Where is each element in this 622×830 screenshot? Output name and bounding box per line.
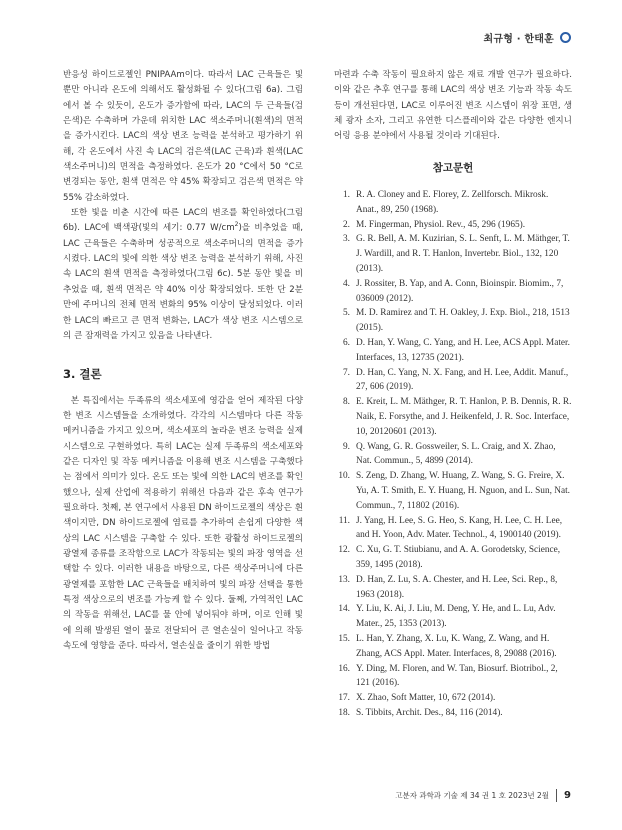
paragraph: 반응성 하이드로젤인 PNIPAAm이다. 따라서 LAC 근육들은 빛 뿐만 아니라 온도에 의해서도 활성화될 수 있다(그림 6a). 그림에서 볼 수 있듯이, 온도가 증가함에 따라, LAC의 두 근육들(검은색)은 수축하며 가운데 위치한 LAC 색소주머니(흰색)의 면적을 증가시킨다. LAC의 색상 변조 능력을 분석하고 평가하기 위해, 각 온도에서 사진 속 LAC의 검은색(LAC 근육)과 흰색(LAC 색소주머니)의 면적을 측정하였다. 온도가 20 °C에서 50 °C로 변경되는 동안, 흰색 면적은 약 45% 확장되고 검은색 면적은 약 55% 감소하였다. [63,70,303,203]
journal-info: 고분자 과학과 기술 제 34 권 1 호 2023년 2월 [395,791,550,800]
reference-item [334,395,572,439]
reference-item [334,232,572,276]
reference-text: M. Fingerman, Physiol. Rev., 45, 296 (1965). [356,219,526,230]
section-heading: 3. 결론 [63,367,102,382]
reference-item [334,218,572,233]
reference-item [334,573,572,603]
author-names: 최규형 · 한태훈 [483,34,554,45]
reference-list [334,188,572,721]
left-column [63,68,303,654]
paragraph-text: 또한 빛을 비춘 시간에 따른 LAC의 변조를 확인하였다(그림 6b). LAC에 백색광(빛의 세기: 0.77 W/cm [63,208,303,234]
reference-item [334,306,572,336]
reference-number: 3. [343,234,350,245]
reference-text: G. R. Bell, A. M. Kuzirian, S. L. Senft, L. M. Mäthger, T. J. Wardill, and R. T. Hanlon, Invertebr. Biol., 132, 120 (2013). [356,234,570,275]
reference-text: D. Han, C. Yang, N. X. Fang, and H. Lee, Addit. Manuf., 27, 606 (2019). [356,367,569,393]
reference-number: 1. [343,190,350,201]
reference-number: 6. [343,338,350,349]
reference-text: J. Rossiter, B. Yap, and A. Conn, Bioinspir. Biomim., 7, 036009 (2012). [356,278,564,304]
reference-number: 12. [338,545,350,556]
page-number: 9 [564,790,571,801]
reference-item [334,336,572,366]
reference-item [334,632,572,662]
reference-number: 7. [343,367,350,378]
reference-text: S. Tibbits, Archit. Des., 84, 116 (2014). [356,707,503,718]
reference-number: 18. [338,707,350,718]
reference-number: 15. [338,633,350,644]
references-heading: 참고문헌 [432,161,474,174]
reference-text: M. D. Ramirez and T. H. Oakley, J. Exp. Biol., 218, 1513 (2015). [356,308,570,334]
reference-number: 16. [338,663,350,674]
reference-text: C. Xu, G. T. Stiubianu, and A. A. Gorodetsky, Science, 359, 1495 (2018). [356,545,561,570]
reference-item [334,469,572,513]
reference-number: 4. [343,278,350,289]
reference-number: 10. [338,471,350,482]
reference-text: R. A. Cloney and E. Florey, Z. Zellforsch. Mikrosk. Anat., 89, 250 (1968). [356,190,549,215]
reference-text: X. Zhao, Soft Matter, 10, 672 (2014). [356,693,496,704]
reference-item [334,514,572,544]
reference-text: Y. Ding, M. Floren, and W. Tan, Biosurf. Biotribol., 2, 121 (2016). [356,663,558,689]
reference-item [334,691,572,706]
paragraph-text: )을 비추었을 때, LAC 근육들은 수축하며 성공적으로 색소주머니의 면적을 증가시켰다. LAC의 빛에 의한 색상 변조 능력을 분석하기 위해, 사진 속 LAC의 흰색 면적을 측정하였다(그림 6c). 5분 동안 빛을 비추었을 때, 흰색 면적은 약 40% 이상 확장되었다. 또한 단 2분 만에 주머니의 전체 면적 변화의 95% 이상이 달성되었다. 이러한 LAC의 빠르고 큰 면적 변화는, LAC가 색상 변조 시스템으로의 큰 잠재력을 가지고 있음을 나타낸다. [63,223,303,341]
paragraph [63,206,303,344]
reference-number: 14. [338,604,350,615]
reference-item [334,366,572,396]
reference-text: Y. Liu, K. Ai, J. Liu, M. Deng, Y. He, and L. Lu, Adv. Mater., 25, 1353 (2013). [356,604,556,630]
reference-item [334,543,572,573]
right-column [334,68,572,721]
reference-item [334,662,572,692]
paragraph: 마련과 수축 작동이 필요하지 않은 재료 개발 연구가 필요하다. 이와 같은 추후 연구를 통해 LAC의 색상 변조 기능과 작동 속도 등이 개선된다면, LAC로 이루어진 변조 시스템이 위장 표면, 생체 광자 소자, 그리고 유연한 디스플레이와 같은 다양한 엔지니어링 응용 분야에서 사용될 것이라 기대된다. [334,70,572,142]
running-header [483,30,571,45]
reference-item [334,706,572,721]
superscript: 2 [234,221,239,229]
reference-number: 13. [338,574,350,585]
reference-text: Q. Wang, G. R. Gossweiler, S. L. Craig, and X. Zhao, Nat. Commun., 5, 4899 (2014). [356,441,556,467]
reference-text: L. Han, Y. Zhang, X. Lu, K. Wang, Z. Wang, and H. Zhang, ACS Appl. Mater. Interfaces, 8, 29088 (2016). [356,633,557,659]
reference-text: D. Han, Z. Lu, S. A. Chester, and H. Lee, Sci. Rep., 8, 1963 (2018). [356,574,558,600]
reference-text: J. Yang, H. Lee, S. G. Heo, S. Kang, H. Lee, C. H. Lee, and H. Yoon, Adv. Mater. Technol., 4, 1900140 (2019). [356,515,563,541]
reference-number: 5. [343,308,350,319]
reference-number: 9. [343,441,350,452]
reference-number: 17. [338,693,350,704]
reference-number: 11. [338,515,350,526]
reference-number: 2. [343,219,350,230]
paragraph: 본 특집에서는 두족류의 색소세포에 영감을 얻어 제작된 다양한 변조 시스템들을 소개하였다. 각각의 시스템마다 다른 작동 메커니즘을 가지고 있으며, 색소세포의 놀라운 변조 능력을 실제 시스템으로 구현하였다. 특히 LAC는 실제 두족류의 색소세포와 같은 디자인 및 작동 메커니즘을 이용해 변조 시스템을 구축했다는 점에서 의미가 있다. 온도 또는 빛에 의한 LAC의 변조를 확인했으나, 실제 산업에 적용하기 위해선 다음과 같은 후속 연구가 필요하다. 첫째, 본 연구에서 사용된 DN 하이드로젤의 색상은 흰색이지만, DN 하이드로젤에 염료를 추가하여 손쉽게 다양한 색상의 LAC 시스템을 구축할 수 있다. 또한 광활성 하이드로젤의 광열제 종류를 조작함으로 LAC가 작동되는 빛의 파장 영역을 선택할 수 있다. 이러한 내용을 바탕으로, 다른 색상주머니에 다른 광열제를 포함한 LAC 근육들을 배치하여 빛의 파장 선택을 통한 특정 색상으로의 변조를 가능케 할 수 있다. 둘째, 가역적인 LAC의 작동을 위해선, LAC를 물 안에 넣어둬야 하며, 이로 인해 빛에 의해 발생된 열이 물로 전달되어 큰 열손실이 일어나고 작동 속도에 영향을 준다. 따라서, 열손실을 줄이기 위한 방법 [63,395,303,652]
reference-item [334,277,572,307]
reference-item [334,440,572,470]
reference-item [334,602,572,632]
reference-item [334,188,572,218]
reference-text: S. Zeng, D. Zhang, W. Huang, Z. Wang, S. G. Freire, X. Yu, A. T. Smith, E. Y. Huang, H. Nguon, and L. Sun, Nat. Commun., 7, 11802 (2016). [356,471,570,511]
circle-icon [560,32,571,43]
reference-text: E. Kreit, L. M. Mäthger, R. T. Hanlon, P. B. Dennis, R. R. Naik, E. Forsythe, and J. Heikenfeld, J. R. Soc. Interface, 10, 20120601 (2013). [356,397,572,437]
footer-divider [556,789,557,802]
reference-text: D. Han, Y. Wang, C. Yang, and H. Lee, ACS Appl. Mater. Interfaces, 13, 12735 (2021). [356,338,570,363]
page-footer [395,789,571,802]
reference-number: 8. [343,397,350,408]
